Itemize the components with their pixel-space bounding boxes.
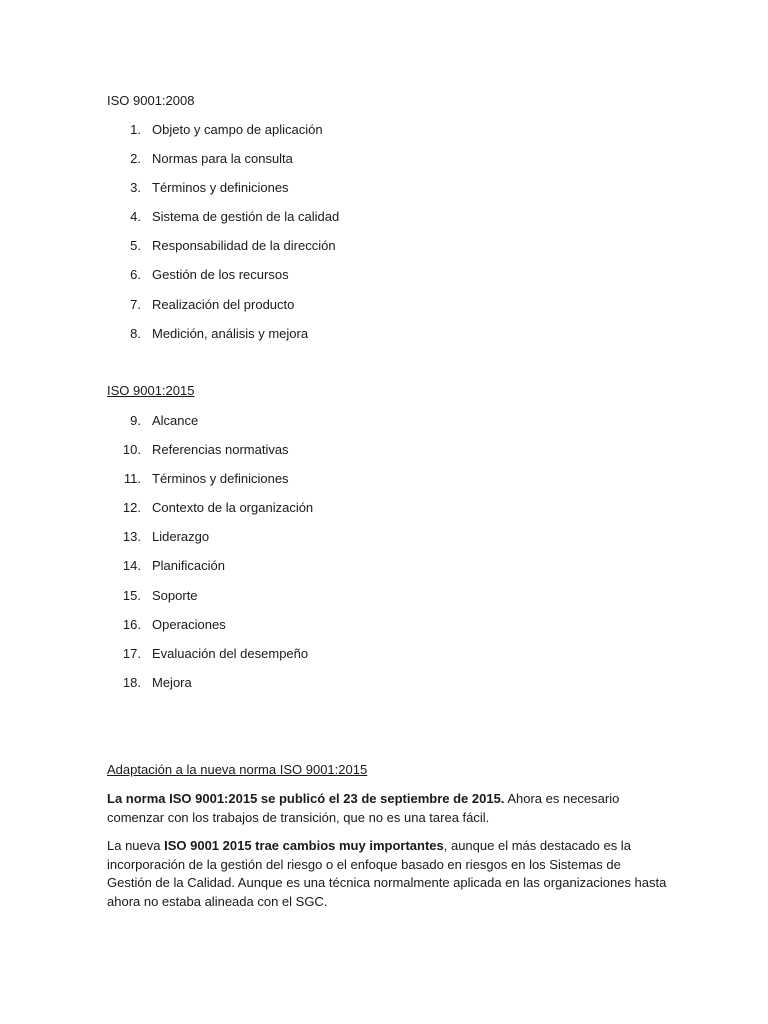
- list-item-number: 13.: [122, 529, 141, 545]
- paragraph-text: La nueva: [107, 838, 165, 853]
- list-item-text: Realización del producto: [152, 296, 295, 312]
- list-item-text: Gestión de los recursos: [152, 267, 289, 283]
- list-item-text: Términos y definiciones: [152, 471, 289, 487]
- list-item-number: 18.: [122, 674, 141, 690]
- list-item-number: 10.: [122, 442, 141, 458]
- list-item-text: Alcance: [152, 413, 199, 428]
- list-item-text: Liderazgo: [152, 529, 210, 545]
- list-item-number: 6.: [130, 267, 141, 283]
- adaptation-heading: Adaptación a la nueva norma ISO 9001:2015: [107, 762, 368, 777]
- list-item-number: 11.: [123, 471, 141, 487]
- list-item-number: 7.: [130, 296, 141, 312]
- list-item-text: Términos y definiciones: [152, 180, 289, 196]
- iso-2008-heading: ISO 9001:2008: [107, 93, 195, 108]
- adaptation-paragraph-1: [107, 790, 667, 827]
- list-item-text: Objeto y campo de aplicación: [152, 122, 323, 137]
- list-item-text: Medición, análisis y mejora: [152, 325, 309, 341]
- paragraph-bold-text: La norma ISO 9001:2015 se publicó el 23 de septiembre de 2015.: [107, 791, 505, 806]
- adaptation-paragraph-2: [107, 837, 667, 911]
- list-item-number: 12.: [122, 500, 141, 516]
- paragraph-text: , aunque el más destacado es la incorporación de la gestión del riesgo o el enfoque basado en riesgos en los Sistemas de Gestión de la Calidad. Aunque es una técnica normalmente aplicada en las organizaciones hasta ahora no estaba alineada con el SGC.: [107, 838, 667, 909]
- list-item-text: Responsabilidad de la dirección: [152, 238, 336, 254]
- paragraph-text: Ahora es necesario comenzar con los trabajos de transición, que no es una tarea fácil.: [107, 791, 620, 825]
- list-item-text: Sistema de gestión de la calidad: [152, 209, 340, 225]
- list-item-text: Soporte: [152, 587, 198, 603]
- list-item-number: 14.: [122, 558, 141, 574]
- list-item-number: 4.: [130, 209, 141, 225]
- list-item-text: Operaciones: [152, 616, 226, 632]
- list-item-text: Planificación: [152, 558, 225, 574]
- list-item-number: 2.: [130, 151, 141, 167]
- list-item-text: Evaluación del desempeño: [152, 645, 309, 661]
- list-item-number: 8.: [130, 325, 141, 341]
- list-item-number: 5.: [130, 238, 141, 254]
- list-item-number: 9.: [130, 413, 141, 428]
- list-item-text: Normas para la consulta: [152, 151, 293, 167]
- list-item-number: 16.: [122, 616, 141, 632]
- list-item-number: 15.: [122, 587, 141, 603]
- list-item-text: Contexto de la organización: [152, 500, 314, 516]
- list-item-number: 17.: [122, 645, 141, 661]
- list-item-text: Mejora: [152, 674, 192, 690]
- list-item-text: Referencias normativas: [152, 442, 289, 458]
- iso-2015-heading: ISO 9001:2015: [107, 383, 195, 398]
- paragraph-bold-text: ISO 9001 2015 trae cambios muy importantes: [164, 838, 444, 853]
- list-item-number: 3.: [130, 180, 141, 196]
- list-item-number: 1.: [130, 122, 141, 137]
